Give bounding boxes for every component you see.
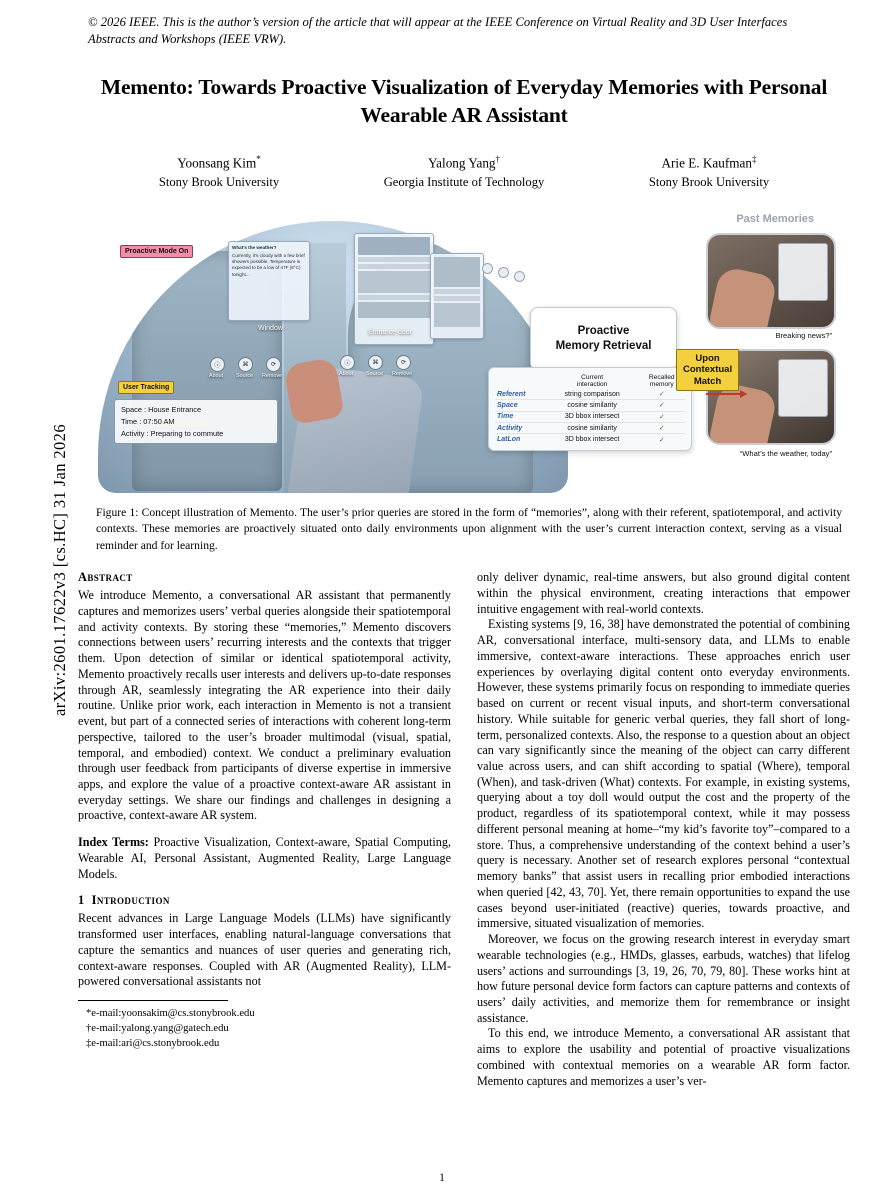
source-icon[interactable]: ⌘ xyxy=(238,357,253,372)
pmr-title-line2: Memory Retrieval xyxy=(555,339,652,352)
memory-panel-1 xyxy=(778,243,828,301)
copyright-notice: © 2026 IEEE. This is the author’s version of the article that will appear at the IEEE Conference on Virtual Reality and 3D User Interfaces Abstracts and Workshops (IEEE VRW). xyxy=(88,15,788,46)
author-2-name: Yalong Yang† xyxy=(427,154,501,171)
pmr-title-line1: Proactive xyxy=(577,324,630,337)
author-2-marker: † xyxy=(495,154,501,165)
author-1-marker: * xyxy=(256,154,261,165)
author-1-name: Yoonsang Kim* xyxy=(177,154,261,171)
footnote-2: †e-mail:yalong.yang@gatech.edu xyxy=(86,1023,229,1035)
context-space: Space : House Entrance xyxy=(121,404,202,414)
about-icon-caption: About xyxy=(209,372,224,379)
abstract-heading: Abstract xyxy=(78,570,133,585)
remove-icon[interactable]: ⟳ xyxy=(266,357,281,372)
proactive-mode-badge: Proactive Mode On xyxy=(120,245,193,258)
user-tracking-badge: User Tracking xyxy=(118,381,174,394)
memory-caption-1: Breaking news?” xyxy=(775,330,832,340)
section-1-heading xyxy=(78,893,451,908)
intro-paragraph-2: Existing systems [9, 16, 38] have demonstrated the potential of combining AR, conversational interface, multi-sensory data, and LLMs to enable immersive, context-aware interactions. These approaches enrich user experiences by overlaying digital content onto everyday environments. However, these systems primarily focus on responding to immediate queries based on current or recent visual inputs, and short-term conversational history. While suitable for generic verbal queries, they fall short of long-term, personalized contexts. Also, the response to a question about an object can vary significantly since the meaning of the object can carry different value across users, and can shift according to spatial (Where), temporal (When), and task-driven (What) contexts. For example, in existing systems, querying about a toy doll would output the cost and the property of the product, regardless of its spatiotemporal context, while it may possess different personal meaning at home–“my kid’s favorite toy”–compared to a store. Thus, a comprehensive understanding of the context behind a user’s query is necessary. Another set of research explores personal “contextual memory banks” that assist users in recalling prior embodied interactions when queried [42, 43, 70]. Yet, there remain opportunities to expand the use cases beyond user-initiated (reactive) queries, towards proactive, and immersive, situated visualization of memories. xyxy=(477,617,850,931)
author-3 xyxy=(587,153,832,191)
figure-1-canvas xyxy=(78,207,850,497)
index-terms-text: Proactive Visualization, Context-aware, Spatial Computing, Wearable AI, Personal Assistant, Augmented Reality, Large Language Models. xyxy=(78,835,451,881)
index-terms-label: Index Terms: xyxy=(78,835,149,850)
memory-hand-1 xyxy=(708,265,778,328)
ar-query-text: What’s the weather? xyxy=(232,244,277,250)
ar-query-panel xyxy=(228,241,310,321)
match-col-2: Recalled memory xyxy=(648,373,675,388)
memory-panel-2 xyxy=(778,359,828,417)
upon-contextual-match-badge: Upon Contextual Match xyxy=(676,349,739,391)
context-activity: Activity : Preparing to commute xyxy=(121,428,224,438)
author-3-affiliation: Stony Brook University xyxy=(648,174,770,189)
about-icon-2[interactable]: ⓘ xyxy=(340,355,355,370)
page-title: Memento: Towards Proactive Visualization of Everyday Memories with Personal Wearable AR Assistant xyxy=(100,75,828,127)
user-context-card xyxy=(114,399,278,445)
author-1-affiliation: Stony Brook University xyxy=(158,174,280,189)
footnote-3: ‡e-mail:ari@cs.stonybrook.edu xyxy=(86,1038,220,1050)
section-1-title: Introduction xyxy=(91,893,170,908)
figure-1 xyxy=(78,207,850,497)
match-col-1: Current interaction xyxy=(576,373,608,388)
context-match-table xyxy=(488,367,692,451)
about-icon-2-caption: About xyxy=(339,370,354,377)
ar-image-panel xyxy=(430,253,484,339)
memory-caption-2: “What’s the weather, today” xyxy=(739,448,832,458)
remove-icon-2[interactable]: ⟳ xyxy=(396,355,411,370)
right-column xyxy=(477,570,850,1089)
intro-paragraph-1: Recent advances in Large Language Models (LLMs) have significantly transformed user interfaces, enabling natural-language conversations that capture the semantics and nuances of user queries and generating rich, context-aware responses. Coupled with AR (Augmented Reality), LLM-powered conversational assistants not xyxy=(78,911,451,989)
table-row: Referent string comparison ✓ xyxy=(495,389,685,400)
source-icon-caption: Source xyxy=(236,372,254,379)
remove-icon-2-caption: Remove xyxy=(392,370,413,377)
intro-paragraph-1-cont: only deliver dynamic, real-time answers, but also ground digital content within the physical environment, creating interactions that empower intuitive engagement with real-world contexts. xyxy=(477,570,850,616)
table-row: LatLon 3D bbox intersect ✓ xyxy=(497,436,665,444)
body-columns xyxy=(78,570,850,1089)
paper-content xyxy=(78,0,850,1089)
author-1 xyxy=(97,153,342,191)
abstract-text: We introduce Memento, a conversational AR assistant that permanently captures and memorizes users’ verbal queries alongside their spatiotemporal and activity contexts. By storing these “memories,” Memento discovers connections between users’ recurring interests and the contexts that trigger them. Upon detection of similar or identical spatiotemporal activity, Memento proactively recalls user interests and delivers up-to-date responses through AR, seamlessly integrating the AR experience into their daily routine. Unlike prior work, each interaction in Memento is not a transient event, but part of a connected series of interactions with coherent long-term perspective, tailored to the user’s broader multimodal (visual, spatial, temporal, and embodied) context. We conduct a preliminary evaluation through user feedback from participants of diverse expertise in immersive apps, and explore the value of a proactive context-aware AR assistant in everyday settings. We share our findings and challenges in designing a proactive, context-aware AR system. xyxy=(78,588,451,823)
table-row: Time 3D bbox intersect ✓ xyxy=(495,411,685,422)
context-time: Time : 07:50 AM xyxy=(121,416,175,426)
table-row: Activity cosine similarity ✓ xyxy=(495,422,685,433)
section-1-number: 1 xyxy=(78,893,85,908)
footnote-1: *e-mail:yoonsakim@cs.stonybrook.edu xyxy=(86,1008,255,1020)
figure-1-caption: Figure 1: Concept illustration of Memento. The user’s prior queries are stored in the form of “memories”, along with their referent, spatiotemporal, and activity contexts. These memories are proactively situated onto daily environments upon alignment with the user’s current interaction context, serving as a visual reminder and for learning. xyxy=(96,505,842,552)
intro-paragraph-3: Moreover, we focus on the growing research interest in everyday smart wearable technologies (e.g., HMDs, glasses, earbuds, watches) that lifelog users’ actions and surroundings [3, 19, 26, 70, 79, 80]. These works hint at how future personal device form factors can capture patterns and contexts of users’ daily activities, and memorize them for remembrance or insight assistance. xyxy=(477,932,850,1025)
scene-photo xyxy=(98,221,568,493)
past-memories-label: Past Memories xyxy=(736,212,814,225)
author-2 xyxy=(342,153,587,191)
page-number: 1 xyxy=(439,1172,445,1184)
match-col-0 xyxy=(495,373,546,389)
match-arrow-icon xyxy=(706,393,746,395)
left-column xyxy=(78,570,451,1089)
floating-dot-1 xyxy=(482,263,493,274)
window-label: Window xyxy=(258,324,283,332)
index-terms xyxy=(78,835,451,882)
floating-dot-2 xyxy=(498,267,509,278)
source-icon-2-caption: Source xyxy=(366,370,384,377)
table-row: Space cosine similarity ✓ xyxy=(495,400,685,411)
memory-thumbnail-1 xyxy=(706,233,836,329)
about-icon[interactable]: ⓘ xyxy=(210,357,225,372)
ar-answer-text: Currently, it's cloudy with a few brief showers possible. Temperature is expected to be a low of 47F (8°C) tonight... xyxy=(232,253,305,277)
author-2-affiliation: Georgia Institute of Technology xyxy=(383,174,545,189)
entrance-door-label: Entrance door xyxy=(368,328,412,336)
footnote-divider xyxy=(78,1000,228,1001)
author-3-name: Arie E. Kaufman‡ xyxy=(661,154,757,171)
footnotes xyxy=(78,1006,451,1051)
source-icon-2[interactable]: ⌘ xyxy=(368,355,383,370)
proactive-memory-retrieval-card xyxy=(530,307,677,371)
remove-icon-caption: Remove xyxy=(262,372,283,379)
floating-dot-3 xyxy=(514,271,525,282)
author-3-marker: ‡ xyxy=(751,154,757,165)
arxiv-stamp: arXiv:2601.17622v3 [cs.HC] 31 Jan 2026 xyxy=(50,424,69,717)
author-list xyxy=(78,153,850,191)
intro-paragraph-4: To this end, we introduce Memento, a conversational AR assistant that aims to explore the usability and potential of proactive visualizations combined with contextual memories on a wearable AR form factor. Memento captures and memorizes a user’s ver- xyxy=(477,1026,850,1088)
